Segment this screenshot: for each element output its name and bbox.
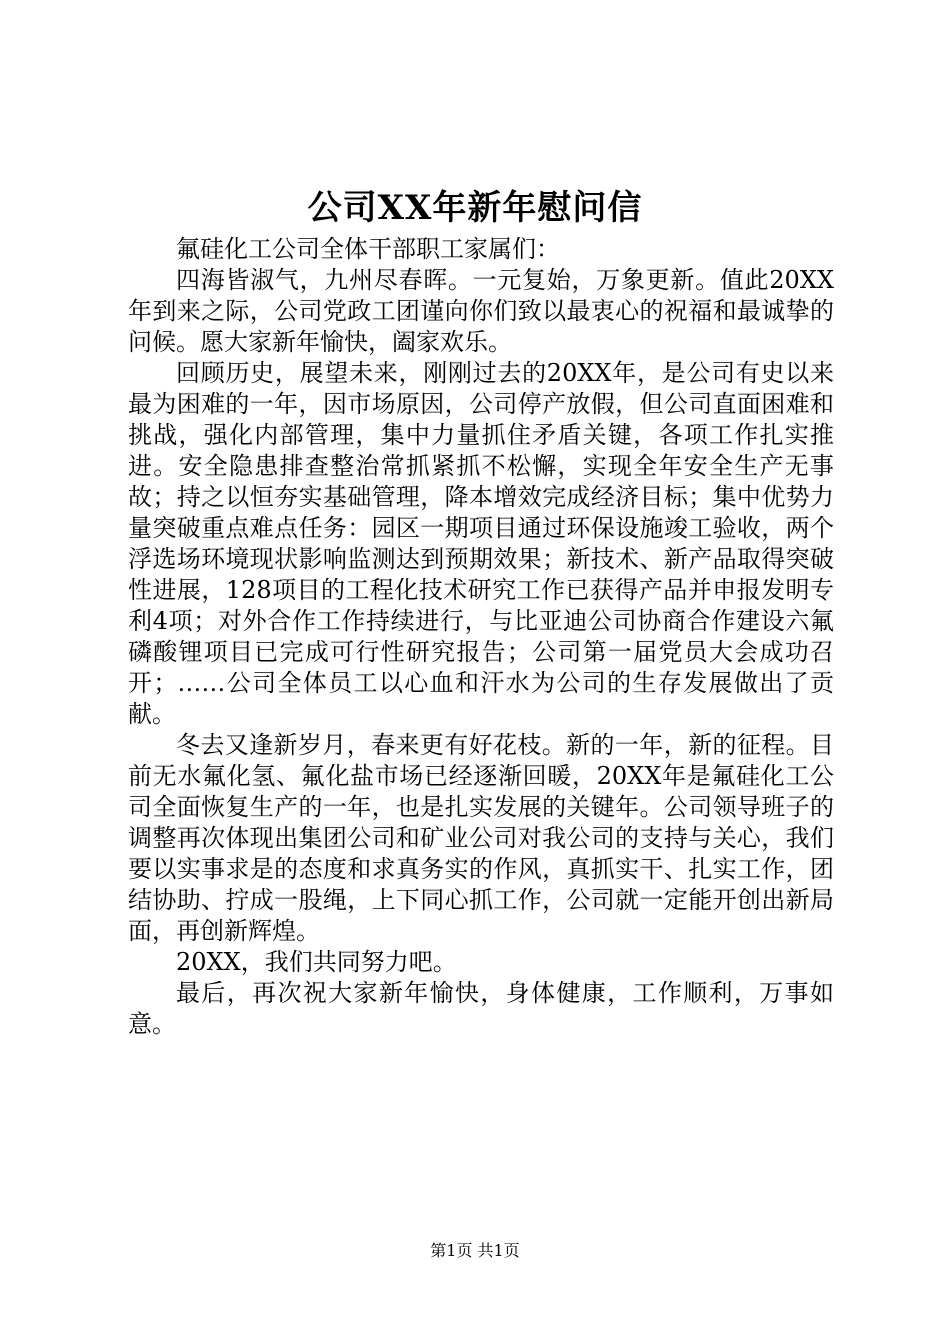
paragraph-greeting: 四海皆淑气，九州尽春晖。一元复始，万象更新。值此20XX年到来之际，公司党政工团谨向你们致以最衷心的祝福和最诚挚的问候。愿大家新年愉快，阖家欢乐。 [128,266,834,356]
letter-body [128,234,834,1040]
page-footer: 第1页 共1页 [430,1241,520,1260]
paragraph-outlook: 冬去又逢新岁月，春来更有好花枝。新的一年，新的征程。目前无水氟化氢、氟化盐市场已经逐渐回暖，20XX年是氟硅化工公司全面恢复生产的一年，也是扎实发展的关键年。公司领导班子的调整再次体现出集团公司和矿业公司对我公司的支持与关心，我们要以实事求是的态度和求真务实的作风，真抓实干、扎实工作，团结协助、拧成一股绳，上下同心抓工作，公司就一定能开创出新局面，再创新辉煌。 [128,731,834,945]
paragraph-review: 回顾历史，展望未来，刚刚过去的20XX年，是公司有史以来最为困难的一年，因市场原因，公司停产放假，但公司直面困难和挑战，强化内部管理，集中力量抓住矛盾关键，各项工作扎实推进。安全隐患排查整治常抓紧抓不松懈，实现全年安全生产无事故；持之以恒夯实基础管理，降本增效完成经济目标；集中优势力量突破重点难点任务：园区一期项目通过环保设施竣工验收，两个浮选场环境现状影响监测达到预期效果；新技术、新产品取得突破性进展，128项目的工程化技术研究工作已获得产品并申报发明专利4项；对外合作工作持续进行，与比亚迪公司协商合作建设六氟磷酸锂项目已完成可行性研究报告；公司第一届党员大会成功召开；……公司全体员工以心血和汗水为公司的生存发展做出了贡献。 [128,359,834,728]
document-title: 公司XX年新年慰问信 [307,188,643,228]
paragraph-closing-wishes: 最后，再次祝大家新年愉快，身体健康，工作顺利，万事如意。 [128,979,834,1038]
salutation: 氟硅化工公司全体干部职工家属们： [176,235,560,263]
paragraph-encouragement: 20XX，我们共同努力吧。 [176,948,457,976]
